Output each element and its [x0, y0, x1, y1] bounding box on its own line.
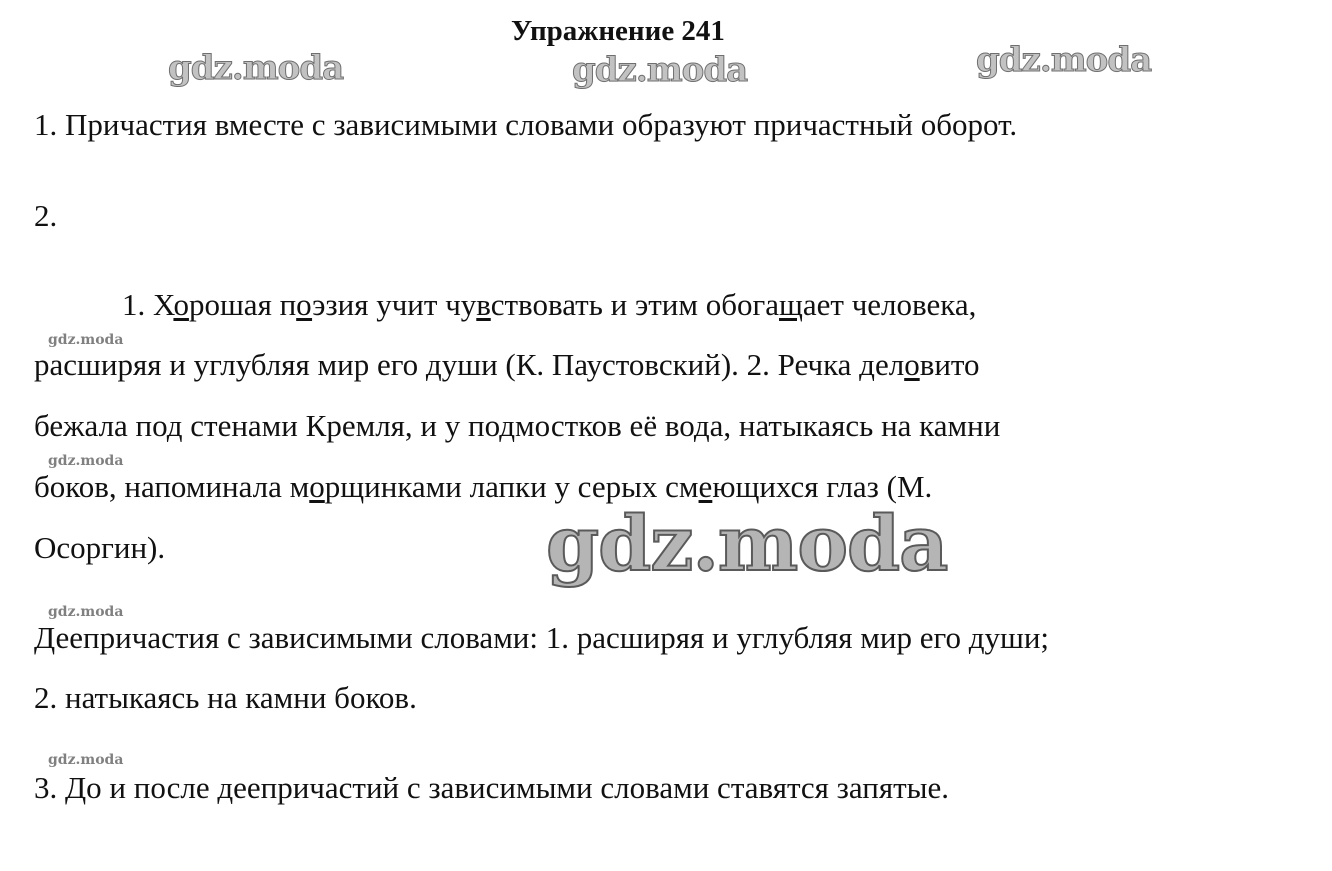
- text-line-5: Осоргин).: [34, 530, 166, 565]
- underlined-vowel: о: [173, 287, 189, 322]
- text-line-4: боков, напоминала морщинками лапки у серых смеющихся глаз (М.: [34, 469, 933, 504]
- watermark-small: gdz.moda: [48, 752, 124, 768]
- watermark-small: gdz.moda: [48, 604, 124, 620]
- watermark-small: gdz.moda: [48, 453, 124, 469]
- underlined-letter: в: [476, 287, 491, 322]
- text-line-1: 1. Хорошая поэзия учит чувствовать и этим обогащает человека,: [122, 287, 977, 322]
- underlined-letter: щ: [779, 287, 803, 322]
- watermark-logo-large: gdz.moda: [546, 499, 948, 588]
- answer-item-2-label: 2.: [34, 198, 58, 233]
- answer-item-3: 3. До и после деепричастий с зависимыми словами ставятся запятые.: [34, 770, 950, 805]
- text-line-3: бежала под стенами Кремля, и у подмостков её вода, натыкаясь на камни: [34, 408, 1001, 443]
- participles-line-1: Деепричастия с зависимыми словами: 1. расширяя и углубляя мир его души;: [34, 620, 1050, 655]
- participles-line-2: 2. натыкаясь на камни боков.: [34, 680, 417, 715]
- underlined-vowel: о: [904, 347, 920, 382]
- watermark-logo: gdz.moda: [976, 40, 1152, 80]
- watermark-small: gdz.moda: [48, 332, 124, 348]
- underlined-vowel: о: [309, 469, 325, 504]
- underlined-vowel: е: [698, 469, 713, 504]
- underlined-vowel: о: [296, 287, 313, 322]
- page-title: Упражнение 241: [511, 15, 725, 47]
- answer-item-1: 1. Причастия вместе с зависимыми словами образуют причастный оборот.: [34, 107, 1018, 142]
- watermark-logo: gdz.moda: [168, 48, 344, 88]
- watermark-logo: gdz.moda: [572, 50, 748, 90]
- text-line-2: расширяя и углубляя мир его души (К. Паустовский). 2. Речка деловито: [34, 347, 980, 382]
